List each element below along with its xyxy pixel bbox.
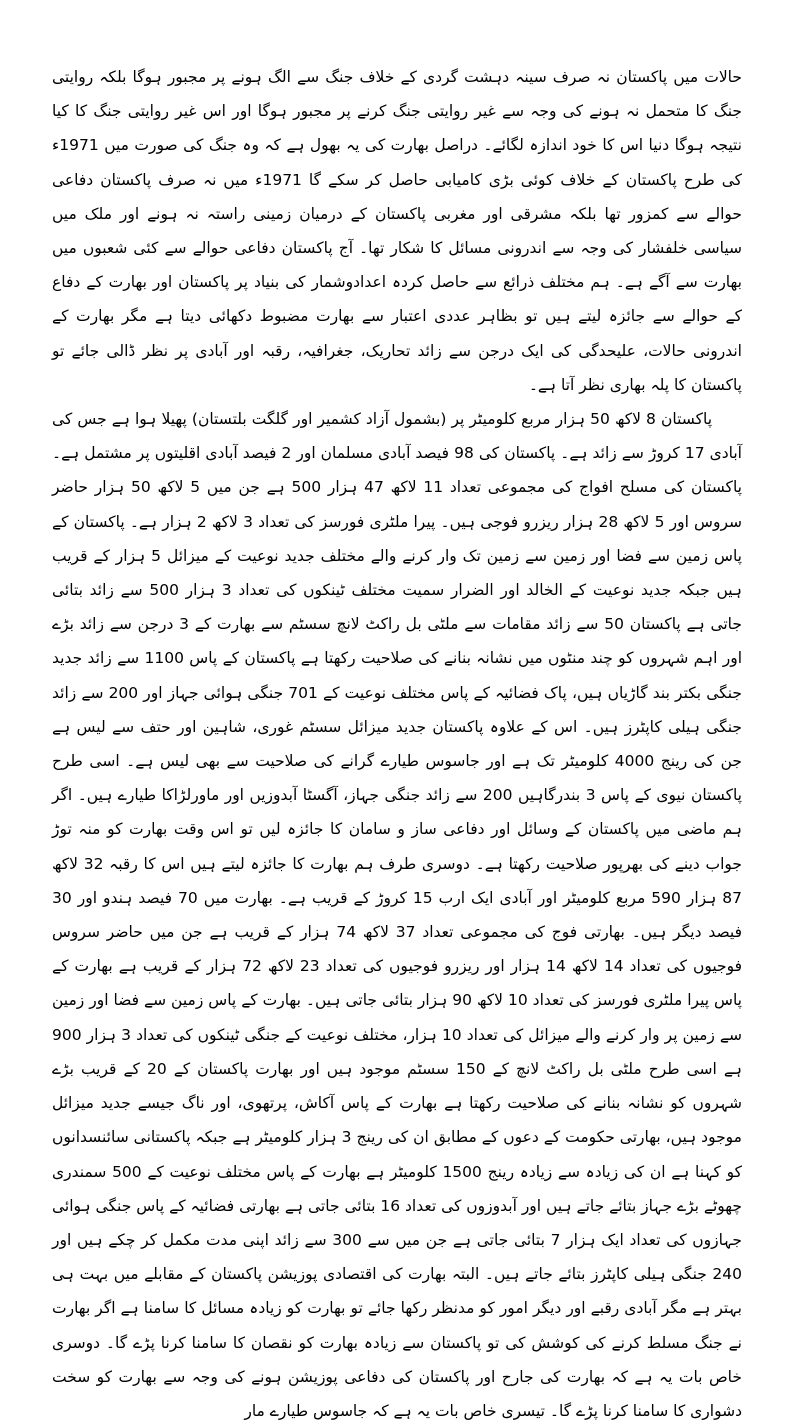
- paragraph-intro: حالات میں پاکستان نہ صرف سینہ دہشت گردی کے خلاف جنگ سے الگ ہونے پر مجبور ہوگا بلکہ روایتی جنگ کا متحمل نہ ہونے کی وجہ سے غیر روایتی جنگ کرنے پر مجبور ہوگا اور اس غیر روایتی جنگ کا کیا نتیجہ ہوگا دنیا اس کا خود اندازہ لگائے۔ دراصل بھارت کی یہ بھول ہے کہ وہ جنگ کی صورت میں 1971ء کی طرح پاکستان کے خلاف کوئی بڑی کامیابی حاصل کر سکے گا 1971ء میں نہ صرف پاکستان دفاعی حوالے سے کمزور تھا بلکہ مشرقی اور مغربی پاکستان کے درمیان زمینی راستہ نہ ہونے اور ملک میں سیاسی خلفشار کی وجہ سے اندرونی مسائل کا شکار تھا۔ آج پاکستان دفاعی حوالے سے کئی شعبوں میں بھارت سے آگے ہے۔ ہم مختلف ذرائع سے حاصل کردہ اعدادوشمار کی بنیاد پر پاکستان اور بھارت کے دفاع کے حوالے سے جائزہ لیتے ہیں تو بظاہر عددی اعتبار سے بھارت مضبوط دکھائی دیتا ہے مگر بھارت کے اندرونی حالات، علیحدگی کی ایک درجن سے زائد تحاریک، جغرافیہ، رقبہ اور آبادی پر نظر ڈالی جائے تو پاکستان کا پلہ بھاری نظر آتا ہے۔: [52, 68, 742, 394]
- document-page: [52, 60, 743, 1420]
- paragraph-comparison: پاکستان 8 لاکھ 50 ہزار مربع کلومیٹر پر (بشمول آزاد کشمیر اور گلگت بلتستان) پھیلا ہوا ہے جس کی آبادی 17 کروڑ سے زائد ہے۔ پاکستان کی 98 فیصد آبادی مسلمان اور 2 فیصد آبادی اقلیتوں پر مشتمل ہے۔ پاکستان کی مسلح افواج کی مجموعی تعداد 11 لاکھ 47 ہزار 500 ہے جن میں 5 لاکھ 50 ہزار حاضر سروس اور 5 لاکھ 28 ہزار ریزرو فوجی ہیں۔ پیرا ملٹری فورسز کی تعداد 3 لاکھ 2 ہزار ہے۔ پاکستان کے پاس زمین سے فضا اور زمین سے زمین تک وار کرنے والے مختلف جدید نوعیت کے میزائل 5 ہزار کے قریب ہیں جبکہ جدید نوعیت کے الخالد اور الضرار سمیت مختلف ٹینکوں کی تعداد 3 ہزار 500 سے زائد بتائی جاتی ہے پاکستان 50 سے زائد مقامات سے ملٹی بل راکٹ لانچ سسٹم سے بھارت کے 3 درجن سے زائد بڑے اور اہم شہروں کو چند منٹوں میں نشانہ بنانے کی صلاحیت رکھتا ہے پاکستان کے پاس 1100 سے زائد جدید جنگی بکتر بند گاڑیاں ہیں، پاک فضائیہ کے پاس مختلف نوعیت کے 701 جنگی ہوائی جہاز اور 200 سے زائد جنگی ہیلی کاپٹرز ہیں۔ اس کے علاوہ پاکستان جدید میزائل سسٹم غوری، شاہین اور حتف سے لیس ہے جن کی رینج 4000 کلومیٹر تک ہے اور جاسوس طیارے گرانے کی صلاحیت سے بھی لیس ہے۔ اسی طرح پاکستان نیوی کے پاس 3 بندرگاہیں 200 سے زائد جنگی جہاز، آگسٹا آبدوزیں اور ماورلڑاکا طیارے ہیں۔ اگر ہم ماضی میں پاکستان کے وسائل اور دفاعی ساز و سامان کا جائزہ لیں تو اس وقت بھارت کو منہ توڑ جواب دینے کی بھرپور صلاحیت رکھتا ہے۔ دوسری طرف ہم بھارت کا جائزہ لیتے ہیں اس کا رقبہ 32 لاکھ 87 ہزار 590 مربع کلومیٹر اور آبادی ایک ارب 15 کروڑ کے قریب ہے۔ بھارت میں 70 فیصد ہندو اور 30 فیصد دیگر ہیں۔ بھارتی فوج کی مجموعی تعداد 37 لاکھ 74 ہزار کے قریب ہے جن میں حاضر سروس فوجیوں کی تعداد 14 لاکھ 14 ہزار اور ریزرو فوجیوں کی تعداد 23 لاکھ 72 ہزار کے قریب ہے بھارت کے پاس پیرا ملٹری فورسز کی تعداد 10 لاکھ 90 ہزار بتائی جاتی ہیں۔ بھارت کے پاس زمین سے فضا اور زمین سے زمین پر وار کرنے والے میزائل کی تعداد 10 ہزار، مختلف نوعیت کے جنگی ٹینکوں کی تعداد 3 ہزار 900 ہے اسی طرح ملٹی بل راکٹ لانچ کے 150 سسٹم موجود ہیں اور بھارت پاکستان کے 20 کے قریب بڑے شہروں کو نشانہ بنانے کی صلاحیت رکھتا ہے بھارت کے پاس آکاش، پرتھوی، اور ناگ جیسے جدید میزائل موجود ہیں، بھارتی حکومت کے دعوں کے مطابق ان کی رینج 3 ہزار کلومیٹر ہے جبکہ پاکستانی سائنسدانوں کو کہنا ہے ان کی زیادہ سے زیادہ رینج 1500 کلومیٹر ہے بھارت کے پاس مختلف نوعیت کے 500 سمندری چھوٹے بڑے جہاز بتائے جاتے ہیں اور آبدوزوں کی تعداد 16 بتائی جاتی ہے بھارتی فضائیہ کے پاس جنگی ہوائی جہازوں کی تعداد ایک ہزار 7 بتائی جاتی ہے جن میں سے 300 سے زائد اپنی مدت مکمل کر چکے ہیں اور 240 جنگی ہیلی کاپٹرز بتائے جاتے ہیں۔ البتہ بھارت کی اقتصادی پوزیشن پاکستان کے مقابلے میں بہت ہی بہتر ہے مگر آبادی رقبے اور دیگر امور کو مدنظر رکھا جائے تو بھارت کو زیادہ مسائل کا سامنا ہے اگر بھارت نے جنگ مسلط کرنے کی کوشش کی تو پاکستان سے زیادہ بھارت کو نقصان کا سامنا کرنا پڑے گا۔ دوسری خاص بات یہ ہے کہ بھارت کی جارح اور پاکستان کی دفاعی پوزیشن ہونے کی وجہ سے بھارت کو سخت دشواری کا سامنا کرنا پڑے گا۔ تیسری خاص بات یہ ہے کہ جاسوس طیارے مار: [52, 410, 743, 1420]
